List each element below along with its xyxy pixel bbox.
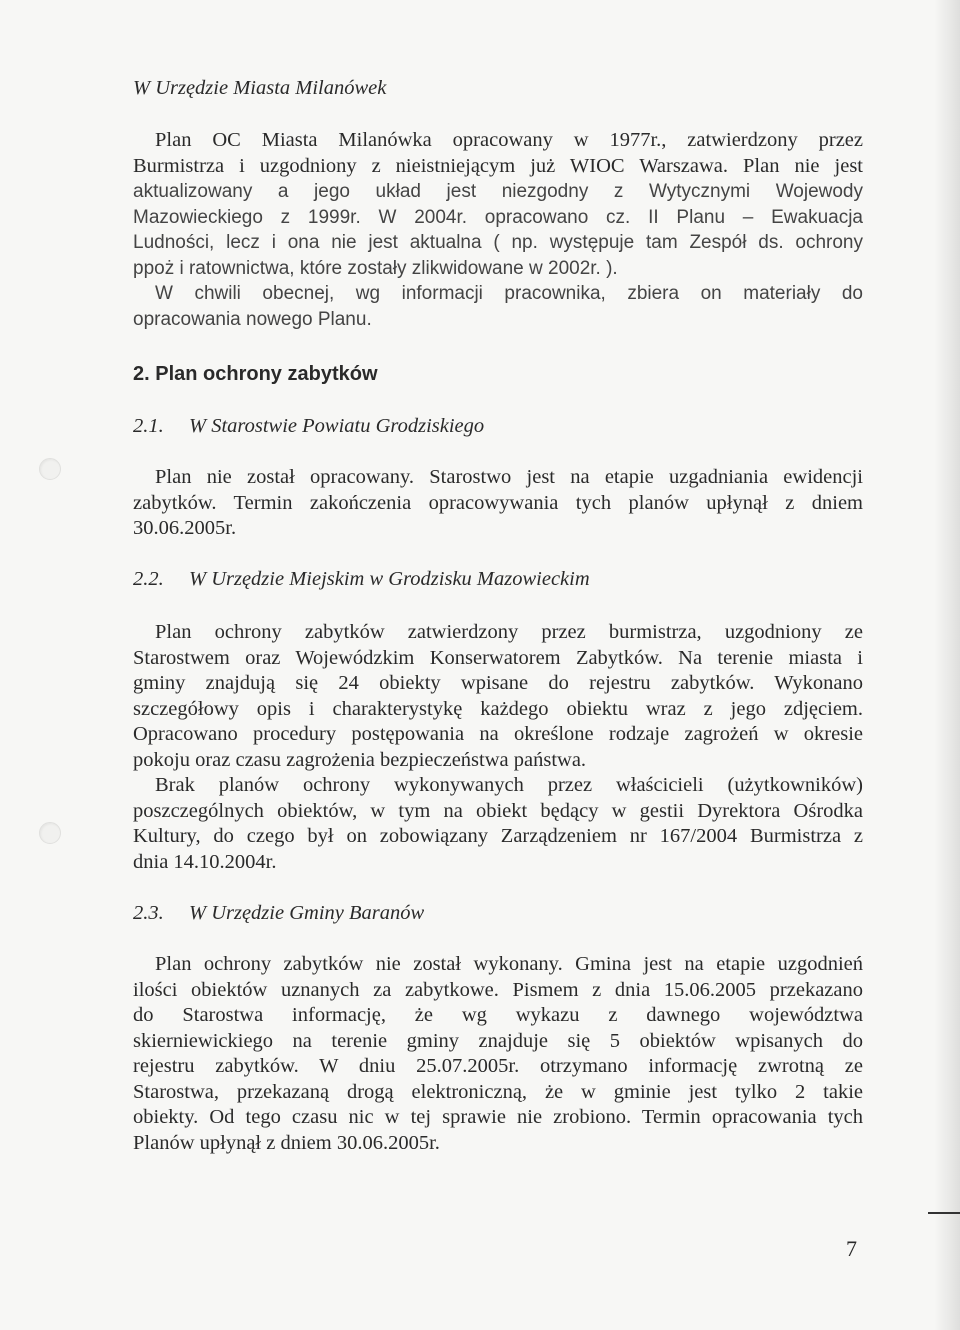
text-line: dnia 14.10.2004r. [133, 850, 277, 873]
text-line: 30.06.2005r. [133, 517, 237, 539]
text-line: gminy znajdują się 24 obiekty wpisane do rejestru zabytków. Wykonano [133, 672, 863, 694]
text-line: Starostwem oraz Wojewódzkim Konserwatorem Zabytków. Na terenie miasta i [133, 646, 863, 669]
subsection-heading-2-1 [133, 414, 484, 440]
subsection-number: 2.1. [133, 415, 164, 437]
subsection-number: 2.2. [133, 568, 164, 590]
page-number: 7 [846, 1236, 857, 1261]
text-line: do Starostwa informację, że wg wykazu z dawnego województwa [133, 1004, 863, 1026]
text-line: Burmistrza i uzgodniony z nieistniejącym już WIOC Warszawa. Plan nie jest [133, 154, 863, 177]
text-line: Kultury, do czego był on zobowiązany Zarządzeniem nr 167/2004 Burmistrza z [133, 825, 863, 847]
text-line: rejestru zabytków. W dniu 25.07.2005r. otrzymano informację zwrotną ze [133, 1055, 863, 1077]
intro-heading: W Urzędzie Miasta Milanówek [133, 77, 387, 99]
text-line: poszczególnych obiektów, w tym na obiekt będący w gestii Dyrektora Ośrodka [133, 799, 863, 822]
text-line: Plan ochrony zabytków zatwierdzony przez burmistrza, uzgodniony ze [155, 621, 863, 643]
text-line: Starostwa, przekazaną drogą elektroniczną, że w gminie jest tylko 2 takie [133, 1080, 863, 1103]
text-line: szczegółowy opis i charakterystykę każdego obiektu wraz z jego zdjęciem. [133, 697, 863, 720]
subsection-title: W Starostwie Powiatu Grodziskiego [189, 415, 485, 437]
subsection-heading-2-3 [133, 901, 424, 927]
section-heading: 2. Plan ochrony zabytków [133, 363, 378, 385]
text-line: opracowania nowego Planu. [133, 308, 372, 330]
text-line: Opracowano procedury postępowania na określone rodzaje zagrożeń w okresie [133, 723, 863, 745]
subsection-heading-2-2 [133, 567, 590, 593]
punch-hole-top [39, 458, 61, 480]
subsection-title: W Urzędzie Gminy Baranów [189, 902, 425, 924]
text-line: Mazowieckiego z 1999r. W 2004r. opracowano cz. II Planu – Ewakuacja [133, 206, 863, 228]
text-line: zabytków. Termin zakończenia opracowywania tych planów upłynął z dniem [133, 491, 863, 514]
intro-paragraph [133, 128, 863, 332]
text-line: ilości obiektów uznanych za zabytkowe. Pismem z dnia 15.06.2005 przekazano [133, 978, 863, 1001]
text-line: Plan OC Miasta Milanówka opracowany w 1977r., zatwierdzony przez [155, 129, 863, 151]
text-line: skierniewickiego na terenie gminy znajduje się 5 obiektów wpisanych do [133, 1029, 863, 1052]
subsection-2-1-paragraph [133, 465, 863, 542]
text-line: W chwili obecnej, wg informacji pracownika, zbiera on materiały do [155, 283, 863, 304]
text-line: Plan ochrony zabytków nie został wykonany. Gmina jest na etapie uzgodnień [155, 953, 863, 975]
subsection-title: W Urzędzie Miejskim w Grodzisku Mazowieckim [189, 568, 590, 590]
text-line: Planów upłynął z dniem 30.06.2005r. [133, 1131, 440, 1154]
punch-hole-bottom [39, 822, 61, 844]
text-line: Plan nie został opracowany. Starostwo jest na etapie uzgadniania ewidencji [155, 466, 863, 488]
text-line: obiekty. Od tego czasu nic w tej sprawie nie zrobiono. Termin opracowania tych [133, 1106, 863, 1128]
scan-edge-mark [928, 1212, 960, 1214]
text-line: aktualizowany a jego układ jest niezgodny z Wytycznymi Wojewody [133, 181, 863, 202]
text-line: Ludności, lecz i ona nie jest aktualna ( np. występuje tam Zespół ds. ochrony [133, 232, 863, 253]
subsection-2-2-paragraph [133, 620, 863, 875]
page-edge-shadow [934, 0, 960, 1330]
text-line: Brak planów ochrony wykonywanych przez właścicieli (użytkowników) [155, 774, 863, 796]
text-line: ppoż i ratownictwa, które zostały zlikwidowane w 2002r. ). [133, 257, 618, 279]
subsection-number: 2.3. [133, 902, 164, 924]
text-line: pokoju oraz czasu zagrożenia bezpieczeństwa państwa. [133, 748, 587, 771]
subsection-2-3-paragraph [133, 952, 863, 1156]
